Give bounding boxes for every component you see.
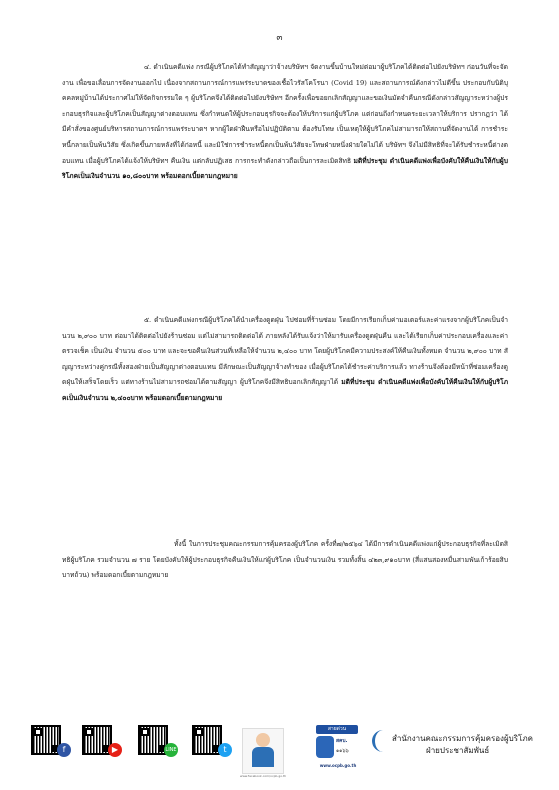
facebook-icon: f	[57, 743, 71, 757]
office-logo-icon	[372, 730, 386, 754]
office-name-line1: สำนักงานคณะกรรมการคุ้มครองผู้บริโภค	[392, 734, 533, 743]
footer	[0, 722, 559, 790]
qr-code-facebook[interactable]	[31, 725, 77, 771]
hotline-number: ๑๑๖๖	[336, 748, 349, 754]
paragraph-number: ๔.	[144, 63, 152, 71]
paragraph-number: ทั้งนี้	[174, 540, 187, 548]
qr-code-youtube[interactable]	[82, 725, 128, 771]
hotline-org: สคบ.	[336, 738, 348, 744]
page-number: ๓	[276, 33, 283, 43]
qr-code-twitter[interactable]	[192, 725, 238, 771]
paragraph-resolution: มติที่ประชุม ดำเนินคดีแพ่งเพื่อบังคับให้คืนเงินให้กับผู้บริโภคเป็นเงินจำนวน ๑๐,๘๐๐บาท พร้อมดอกเบี้ยตามกฎหมาย	[62, 156, 508, 181]
line-icon: LINE	[164, 743, 178, 757]
hotline-mascot-icon	[316, 736, 334, 758]
paragraph-number: ๕.	[144, 316, 152, 324]
qr-code-line[interactable]	[138, 725, 184, 771]
paragraph-resolution: มติที่ประชุม ดำเนินคดีแพ่งเพื่อบังคับให้คืนเงินให้กับผู้บริโภคเป็นเงินจำนวน ๒,๔๐๐บาท พร้อมดอกเบี้ยตามกฎหมาย	[62, 378, 508, 402]
office-name	[392, 733, 552, 757]
website-link[interactable]: www.ocpb.go.th	[319, 763, 357, 768]
paragraph-4	[62, 60, 508, 185]
logo-arc	[372, 730, 387, 752]
mascot-head	[256, 733, 270, 747]
paragraph-body: ดำเนินคดีแพ่ง กรณีผู้บริโภคได้ทำสัญญาว่าจ้างบริษัทฯ จัดงานขึ้นบ้านใหม่ต่อมาผู้บริโภคได้ติดต่อไปยังบริษัทฯ ก่อนวันที่จะจัดงาน เพื่อขอเลื่อนการจัดงานออกไป เนื่องจากสถานการณ์การแพร่ระบาดของเชื้อไวรัสโคโรนา (Covid 19) และสถานการณ์ดังกล่าวไม่ดีขึ้น ประกอบกับนิติบุคคลหมู่บ้านได้ประกาศไม่ให้จัดกิจกรรมใด ๆ ผู้บริโภคจึงได้ติดต่อไปยังบริษัทฯ อีกครั้งเพื่อขอยกเลิกสัญญาและขอเงินมัดจำคืนกรณีดังกล่าวสัญญาระหว่างผู้ประกอบธุรกิจและผู้บริโภคเป็นสัญญาต่างตอบแทน ซึ่งกำหนดให้ผู้ประกอบธุรกิจจะต้องให้บริการแก่ผู้บริโภค แต่ก่อนถึงกำหนดระยะเวลาให้บริการ ปรากฏว่า ได้มีคำสั่งของศูนย์บริหารสถานการณ์การแพร่ระบาดฯ หากผู้ใดฝ่าฝืนหรือไม่ปฏิบัติตาม ต้องรับโทษ เป็นเหตุให้ผู้บริโภคไม่สามารถให้สถานที่จัดงานได้ การชำระหนี้กลายเป็นพ้นวิสัย ซึ่งเกิดขึ้นภายหลังที่ได้ก่อหนี้ และมิใช่การชำระหนี้ตกเป็นพ้นวิสัยจะโทษฝ่ายหนึ่งฝ่ายใดไม่ได้ บริษัทฯ จึงไม่มีสิทธิที่จะได้รับชำระหนี้ต่างตอบแทน เมื่อผู้บริโภคได้แจ้งให้บริษัทฯ คืนเงิน แต่กลับปฏิเสธ การกระทำดังกล่าวถือเป็นการละเมิดสิทธิ	[62, 63, 508, 165]
twitter-icon: t	[218, 743, 232, 757]
mascot-image	[242, 728, 284, 774]
paragraph-body: ในการประชุมคณะกรรมการคุ้มครองผู้บริโภค ครั้งที่๗/๒๕๖๔ ได้มีการดำเนินคดีแพ่งแก่ผู้ประกอบธุรกิจที่ละเมิดสิทธิผู้บริโภค รวมจำนวน ๗ ราย โดยบังคับให้ผู้ประกอบธุรกิจคืนเงินให้แก่ผู้บริโภค เป็นจำนวนเงิน รวมทั้งสิ้น ๔๒๓,๙๑๐บาท (สี่แสนสองหมื่นสามพันเก้าร้อยสิบบาทถ้วน) พร้อมดอกเบี้ยตามกฎหมาย	[62, 540, 508, 580]
hotline-banner: สายด่วน	[316, 725, 358, 734]
paragraph-body: ดำเนินคดีแพ่งกรณีผู้บริโภคได้นำเครื่องดูดฝุ่น ไปซ่อมที่ร้านซ่อม โดยมีการเรียกเก็บค่ามอเตอร์และค่าแรงจากผู้บริโภคเป็นจำนวน ๒,๙๐๐ บาท ต่อมาได้ติดต่อไปยังร้านซ่อม แต่ไม่สามารถติดต่อได้ ภายหลังได้รับแจ้งว่าให้มารับเครื่องดูดฝุ่นคืน และได้เรียกเก็บค่าประกอบเครื่องและค่าตรวจเช็ค เป็นเงิน จำนวน ๕๐๐ บาท และจะขอคืนเงินส่วนที่เหลือให้จำนวน ๒,๔๐๐ บาท โดยผู้บริโภคมีความประสงค์ให้คืนเงินทั้งหมด จำนวน ๒,๙๐๐ บาท สัญญาระหว่างคู่กรณีทั้งสองฝ่ายเป็นสัญญาต่างตอบแทน มีลักษณะเป็นสัญญาจ้างทำของ เมื่อผู้บริโภคได้ชำระค่าบริการแล้ว ทางร้านจึงต้องมีหน้าที่ซ่อมเครื่องดูดฝุ่นให้เสร็จโดยเร็ว แต่ทางร้านไม่สามารถซ่อมได้ตามสัญญา ผู้บริโภคจึงมีสิทธิบอกเลิกสัญญาได้	[62, 316, 508, 387]
paragraph-summary	[62, 537, 508, 584]
mascot-body	[252, 747, 274, 767]
youtube-icon: ▶	[108, 743, 122, 757]
office-name-line2: ฝ่ายประชาสัมพันธ์	[426, 746, 490, 755]
mascot-caption: www.facebook.com/ocpb.go.th	[240, 774, 287, 778]
hotline-badge	[312, 725, 362, 773]
paragraph-5	[62, 313, 508, 407]
